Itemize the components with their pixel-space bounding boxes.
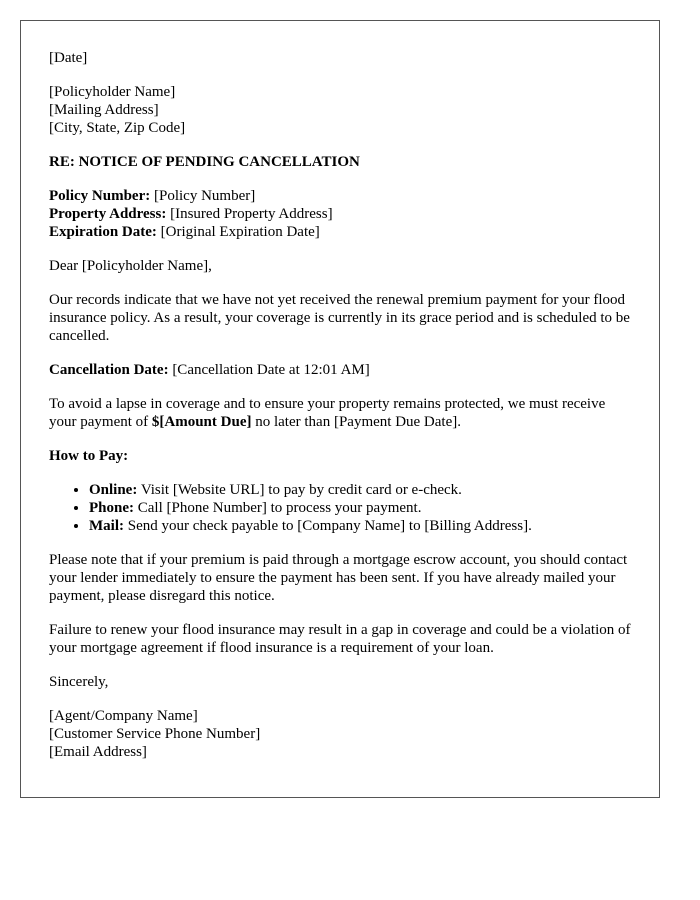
escrow-paragraph: Please note that if your premium is paid through a mortgage escrow account, you should contact your lender immediately to ensure the payment has been sent. If you have already mailed your payment, please disregard this notice.: [49, 552, 628, 604]
payment-paragraph: [49, 395, 631, 431]
letter-document: [20, 20, 660, 798]
payment-method-phone: [89, 499, 631, 517]
intro-paragraph: Our records indicate that we have not yet received the renewal premium payment for your flood insurance policy. As a result, your coverage is currently in its grace period and is scheduled to be cancelled.: [49, 292, 630, 344]
recipient-city-state-zip: [City, State, Zip Code]: [49, 120, 186, 136]
policy-details-block: [49, 187, 631, 241]
amount-due: $[Amount Due]: [151, 414, 252, 430]
signature-email: [Email Address]: [49, 744, 147, 760]
payment-method-label: Phone:: [89, 500, 134, 516]
signature-phone: [Customer Service Phone Number]: [49, 726, 261, 742]
cancellation-date-label: Cancellation Date:: [49, 362, 169, 378]
recipient-name: [Policyholder Name]: [49, 84, 176, 100]
payment-text-after: no later than [Payment Due Date].: [251, 414, 461, 430]
closing: Sincerely,: [49, 674, 109, 690]
expiration-date-value: [Original Expiration Date]: [160, 224, 320, 240]
payment-method-text: Send your check payable to [Company Name] to [Billing Address].: [127, 518, 532, 534]
payment-method-text: Call [Phone Number] to process your payment.: [137, 500, 422, 516]
cancellation-date-value: [Cancellation Date at 12:01 AM]: [172, 362, 370, 378]
recipient-mailing-address: [Mailing Address]: [49, 102, 159, 118]
how-to-pay-heading: How to Pay:: [49, 448, 129, 464]
expiration-date-row: [49, 223, 631, 241]
property-address-row: [49, 205, 631, 223]
property-address-value: [Insured Property Address]: [170, 206, 333, 222]
recipient-address-block: [49, 83, 631, 137]
expiration-date-label: Expiration Date:: [49, 224, 157, 240]
payment-method-mail: [89, 517, 631, 535]
signature-company: [Agent/Company Name]: [49, 708, 198, 724]
policy-number-row: [49, 187, 631, 205]
letter-date: [49, 49, 631, 67]
signature-block: [49, 707, 631, 761]
subject-line: RE: NOTICE OF PENDING CANCELLATION: [49, 154, 360, 170]
payment-method-label: Mail:: [89, 518, 124, 534]
salutation: Dear [Policyholder Name],: [49, 258, 212, 274]
payment-method-online: [89, 481, 631, 499]
policy-number-label: Policy Number:: [49, 188, 151, 204]
payment-method-text: Visit [Website URL] to pay by credit card or e-check.: [140, 482, 462, 498]
payment-method-label: Online:: [89, 482, 138, 498]
property-address-label: Property Address:: [49, 206, 167, 222]
payment-text-before: To avoid a lapse in coverage and to ensure your property remains protected, we must receive your payment of: [49, 396, 606, 430]
warning-paragraph: Failure to renew your flood insurance may result in a gap in coverage and could be a violation of your mortgage agreement if flood insurance is a requirement of your loan.: [49, 622, 631, 656]
payment-methods-list: [49, 481, 631, 535]
policy-number-value: [Policy Number]: [153, 188, 256, 204]
cancellation-date-row: [49, 361, 631, 379]
date-text: [Date]: [49, 50, 88, 66]
